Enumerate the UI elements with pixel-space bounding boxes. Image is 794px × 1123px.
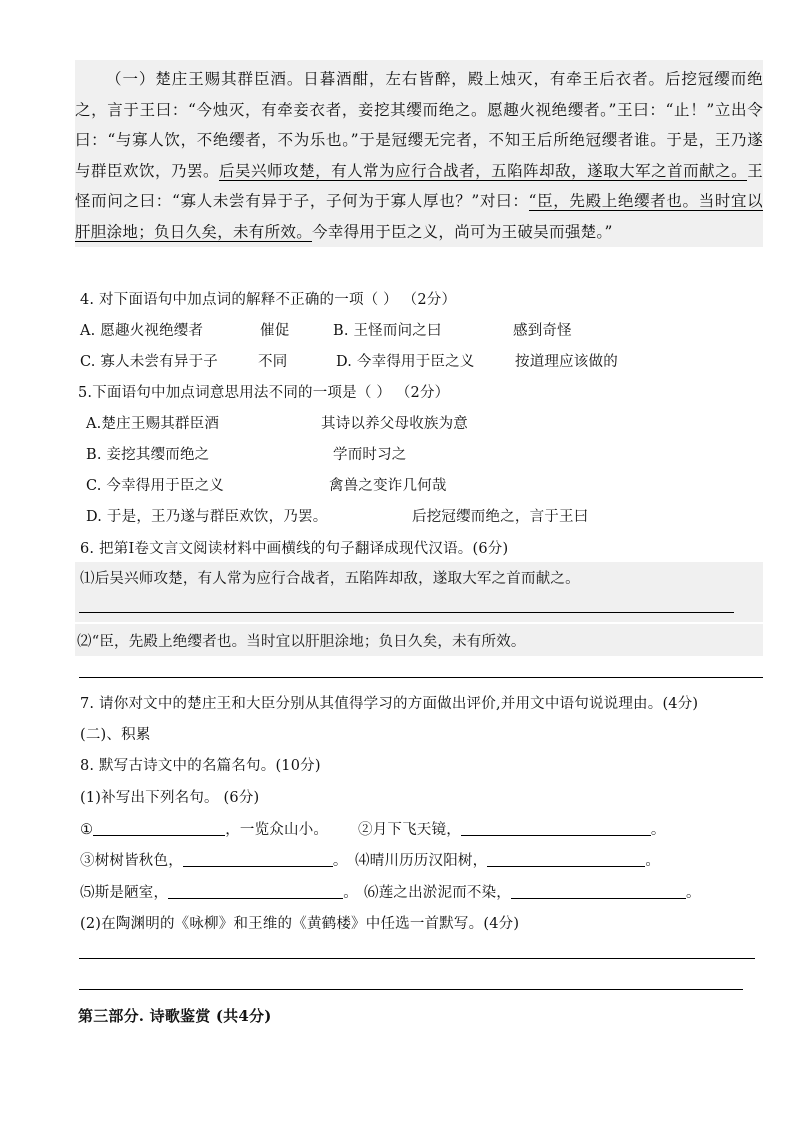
q6-stem: 6. 把第Ⅰ卷文言文阅读材料中画横线的句子翻译成现代汉语。(6分) xyxy=(80,541,509,557)
q5-option-b-compare: 学而时习之 xyxy=(333,447,407,463)
q8-item-4: ⑷晴川历历汉阳树， 。 xyxy=(355,853,661,869)
blank-5[interactable] xyxy=(168,884,343,899)
blank-1[interactable] xyxy=(93,821,225,836)
blank-2[interactable] xyxy=(461,821,651,836)
q8-item-6: ⑹莲之出淤泥而不染， 。 xyxy=(364,885,701,901)
q8-sub1: (1)补写出下列名句。 (6分) xyxy=(80,790,260,806)
passage-text-1: （一）楚庄王赐其群臣酒。日暮酒酣，左右皆醉，殿上烛灭，有牵王后衣者。后挖冠缨而绝之，言于王曰：“今烛灭，有牵妾衣者，妾挖其缨而绝之。愿趣火视绝缨者。”王曰：“止！”立出令曰：“与寡人饮，不绝缨者，不为乐也。”于是冠缨无完者，不知王后所绝冠缨者谁。于是，王乃遂与群臣欢饮，乃罢。 xyxy=(75,70,763,180)
q5-option-c-compare: 禽兽之变诈几何哉 xyxy=(329,478,447,494)
q6-answer-line-2[interactable] xyxy=(79,677,763,678)
classical-passage xyxy=(75,60,763,247)
q4-stem: 4. 对下面语句中加点词的解释不正确的一项（ ） （2分） xyxy=(80,292,457,308)
q5-option-c: C. 今幸得用于臣之义 xyxy=(86,478,224,494)
q8-item-2: ②月下飞天镜， 。 xyxy=(358,822,666,838)
q5-option-a-compare: 其诗以养父母收族为意 xyxy=(321,416,468,432)
blank-4[interactable] xyxy=(487,852,645,867)
q4-option-a-gloss: 催促 xyxy=(260,323,290,339)
q6-answer-line-1[interactable] xyxy=(79,612,734,613)
passage-text-3: 今幸得用于臣之义，尚可为王破吴而强楚。” xyxy=(312,222,613,241)
q4-option-c-gloss: 不同 xyxy=(258,354,288,370)
q8-item-3: ③树树皆秋色， 。 xyxy=(80,853,348,869)
q5-option-d: D. 于是，王乃遂与群臣欢饮，乃罢。 xyxy=(86,509,328,525)
blank-3[interactable] xyxy=(183,852,333,867)
q8-answer-line-1[interactable] xyxy=(79,958,755,959)
blank-6[interactable] xyxy=(511,884,686,899)
q5-option-a: A.楚庄王赐其群臣酒 xyxy=(86,416,220,432)
q5-option-d-compare: 后挖冠缨而绝之，言于王曰 xyxy=(412,509,589,525)
q5-stem: 5.下面语句中加点词意思用法不同的一项是（ ） （2分） xyxy=(78,385,450,401)
q8-sub2: (2)在陶渊明的《咏柳》和王维的《黄鹤楼》中任选一首默写。(4分) xyxy=(80,916,520,932)
q4-option-c: C. 寡人未尝有异于子 xyxy=(80,354,218,370)
passage-text-2: 王怪而问之曰：“寡人未尝有异于子，子何为于寡人厚也？”对曰： xyxy=(75,161,764,210)
q7-stem: 7. 请你对文中的楚庄王和大臣分别从其值得学习的方面做出评价,并用文中语句说说理由。(4分) xyxy=(80,696,699,712)
part-3-heading: 第三部分. 诗歌鉴赏 (共4分) xyxy=(78,1007,272,1025)
q8-item-1: ① ，一览众山小。 xyxy=(80,822,329,838)
q8-stem: 8. 默写古诗文中的名篇名句。(10分) xyxy=(80,758,321,774)
q8-item-5: ⑸斯是陋室， 。 xyxy=(80,885,358,901)
q4-option-d-gloss: 按道理应该做的 xyxy=(515,354,618,370)
q4-option-d: D. 今幸得用于臣之义 xyxy=(336,354,475,370)
q4-option-b: B. 王怪而问之曰 xyxy=(333,323,442,339)
q5-option-b: B. 妾挖其缨而绝之 xyxy=(86,447,210,463)
underlined-sentence-2: “臣，先殿上绝缨者也。当时宜以肝胆涂地；负日久矣，未有所效。 xyxy=(75,192,763,241)
underlined-sentence-1: 后吴兴师攻楚，有人常为应行合战者，五陷阵却敌，遂取大军之首而献之。 xyxy=(219,161,748,180)
q6-sentence-2: ⑵“臣，先殿上绝缨者也。当时宜以肝胆涂地；负日久矣，未有所效。 xyxy=(77,634,526,650)
q4-option-a: A. 愿趣火视绝缨者 xyxy=(80,323,204,339)
q4-option-b-gloss: 感到奇怪 xyxy=(513,323,572,339)
section-2-heading: (二)、积累 xyxy=(80,727,151,743)
q6-sentence-1: ⑴后吴兴师攻楚，有人常为应行合战者，五陷阵却敌，遂取大军之首而献之。 xyxy=(80,571,580,587)
q8-answer-line-2[interactable] xyxy=(79,989,743,990)
